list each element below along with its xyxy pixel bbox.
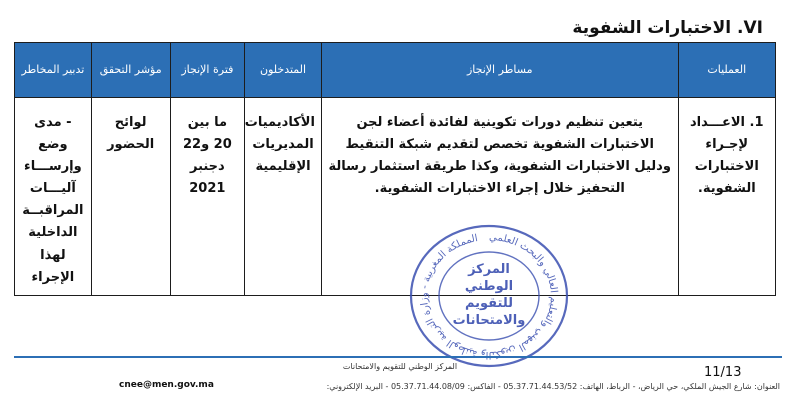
header-stakeholders: المتدخلون [245,43,322,98]
footer-email-link[interactable]: cnee@men.gov.ma [119,380,214,390]
table-header-row [15,43,776,98]
cell-period: ما بين 20 و22 دجنبر 2021 [170,98,245,296]
cell-risk: - مدى وضع وإرســـاء آليـــات المراقبــة الداخلية لهذا الإجراء [15,98,92,296]
stamp-ring-text: المملكة المغربية - وزارة التربية الوطنية والتكوين المهني والتعليم العالي والبحث العلمي [418,231,560,361]
footer-org-name: المركز الوطني للتقويم والامتحانات [342,362,458,371]
footer-address: العنوان: شارع الجيش الملكي، حي الرياض، - الرباط، الهاتف: 05.37.71.44.53/52 - الفاكس: 05.37.71.44.08/09 - البريد الإلكتروني: [326,382,780,391]
cell-description: يتعين تنظيم دورات تكوينية لفائدة أعضاء لجن الاختبارات الشفوية تخصص لتقديم شبكة التنقيط ودليل الاختبارات الشفوية، وكذا طريقة استثمار رسالة التحفيز خلال إجراء الاختبارات الشفوية. [321,98,678,296]
header-operations: العمليات [678,43,775,98]
cell-indicator: لوائح الحضور [91,98,170,296]
header-indicator: مؤشر التحقق [91,43,170,98]
operations-table [14,42,776,296]
official-stamp [406,222,572,370]
stamp-center-text: المركز الوطني للتقويم والامتحانات [452,262,526,328]
header-description: مساطر الإنجاز [321,43,678,98]
table-row [15,98,776,296]
cell-stakeholders: الأكاديميات المديريات الإقليمية [245,98,322,296]
section-title: VI. الاختبارات الشفوية [572,18,763,38]
header-period: فترة الإنجاز [170,43,245,98]
header-risk: تدبير المخاطر [15,43,92,98]
page-number: 11/13 [704,365,742,380]
footer-divider [14,356,782,358]
cell-operations: 1. الاعـــداد لإجـراء الاختبارات الشفوية. [678,98,775,296]
